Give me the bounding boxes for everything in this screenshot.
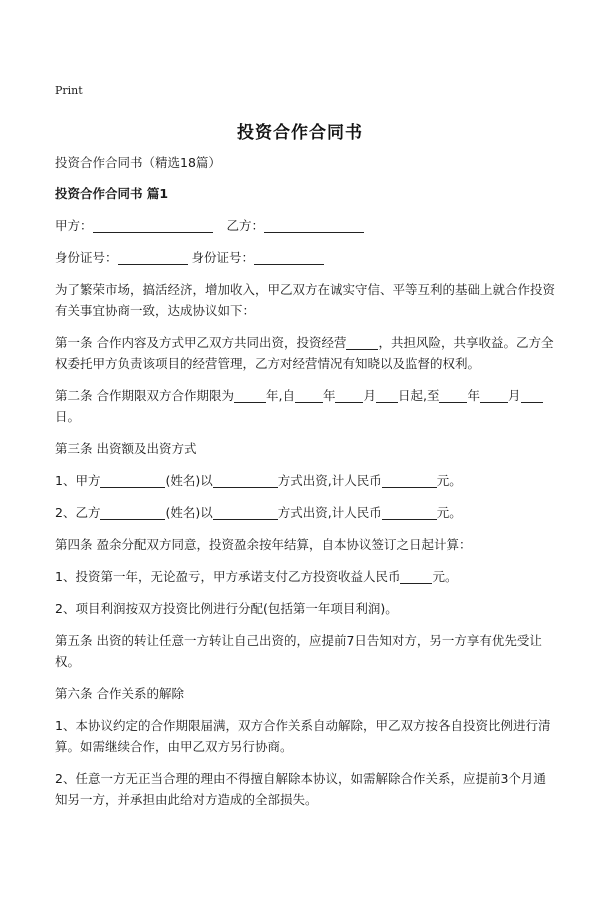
- first-year-return-blank: [400, 569, 432, 584]
- print-label: Print: [55, 84, 83, 97]
- id-b-blank: [254, 250, 324, 265]
- investor-a-label: 1、甲方: [55, 473, 101, 488]
- article-4-item-1-unit: 元。: [432, 569, 458, 584]
- article-2-text: 第二条 合作期限双方合作期限为: [55, 388, 234, 403]
- section-heading: 投资合作合同书 篇1: [55, 186, 169, 201]
- article-6-title: 第六条 合作关系的解除: [55, 686, 184, 701]
- article-2-from-label: 日起,至: [398, 388, 440, 403]
- article-5: 第五条 出资的转让任意一方转让自己出资的，应提前7日告知对方，另一方享有优先受让权。: [55, 633, 542, 669]
- end-year-blank: [439, 388, 467, 403]
- article-1: [55, 332, 555, 374]
- article-2: [55, 385, 555, 427]
- party-a-label: 甲方：: [55, 218, 93, 233]
- article-6-item-1: 1、本协议约定的合作期限届满，双方合作关系自动解除，甲乙双方按各自投资比例进行清算。如需继续合作，由甲乙双方另行协商。: [55, 718, 551, 754]
- id-a-label: 身份证号：: [55, 250, 118, 265]
- party-b-label: 乙方：: [226, 218, 265, 233]
- investment-line-a: [55, 470, 555, 491]
- id-b-label: 身份证号：: [191, 250, 255, 265]
- start-day-blank: [376, 388, 398, 403]
- article-2-month-label: 月: [363, 388, 376, 403]
- article-2-year3-label: 年: [467, 388, 480, 403]
- document-body: [55, 152, 555, 821]
- article-4-item-1: [55, 566, 555, 587]
- investor-b-unit: 元。: [436, 505, 462, 520]
- end-day-blank: [521, 388, 543, 403]
- article-1-text-post: ，共担风险，共享收益。乙方全权委托甲方负责该项目的经营管理，乙方对经营情况有知晓以及监督的权利。: [55, 335, 554, 371]
- investor-a-method-label: 方式出资,计人民币: [277, 473, 382, 488]
- id-a-blank: [118, 250, 188, 265]
- article-6-item-2: 2、任意一方无正当合理的理由不得擅自解除本协议，如需解除合作关系，应提前3个月通知另一方，并承担由此给对方造成的全部损失。: [55, 771, 546, 807]
- investor-b-label: 2、乙方: [55, 505, 101, 520]
- intro-paragraph: 为了繁荣市场，搞活经济，增加收入，甲乙双方在诚实守信、平等互利的基础上就合作投资有关事宜协商一致，达成协议如下：: [55, 282, 556, 318]
- article-4: 第四条 盈余分配双方同意，投资盈余按年结算，自本协议签订之日起计算：: [55, 537, 472, 552]
- investor-b-amount-blank: [382, 505, 437, 520]
- id-line: [55, 247, 555, 268]
- party-b-blank: [264, 218, 364, 233]
- article-4-item-2: 2、项目利润按双方投资比例进行分配(包括第一年项目利润)。: [55, 601, 398, 616]
- party-a-blank: [93, 218, 213, 233]
- article-3-title: 第三条 出资额及出资方式: [55, 441, 197, 456]
- investor-a-unit: 元。: [436, 473, 462, 488]
- party-line: [55, 215, 555, 236]
- article-2-year2-label: 年: [322, 388, 336, 403]
- investor-b-name-blank: [100, 505, 165, 520]
- investor-b-method-blank: [213, 505, 278, 520]
- investment-line-b: [55, 502, 555, 523]
- article-1-text-pre: 第一条 合作内容及方式甲乙双方共同出资，投资经营: [55, 335, 347, 350]
- document-subtitle: 投资合作合同书（精选18篇）: [55, 155, 221, 170]
- article-2-day-end: 日。: [55, 409, 81, 424]
- article-2-month2-label: 月: [508, 388, 521, 403]
- page-title: 投资合作合同书: [237, 123, 363, 143]
- article-1-blank: [346, 335, 378, 350]
- investor-a-method-blank: [213, 473, 278, 488]
- start-year-blank: [295, 388, 323, 403]
- investor-a-amount-blank: [382, 473, 437, 488]
- investor-b-method-label: 方式出资,计人民币: [277, 505, 382, 520]
- investor-a-name-label: (姓名)以: [165, 473, 213, 488]
- term-years-blank: [234, 388, 266, 403]
- investor-b-name-label: (姓名)以: [165, 505, 213, 520]
- article-4-item-1-text: 1、投资第一年，无论盈亏，甲方承诺支付乙方投资收益人民币: [55, 569, 401, 584]
- article-2-year-label: 年,自: [265, 388, 295, 403]
- investor-a-name-blank: [100, 473, 165, 488]
- start-month-blank: [335, 388, 363, 403]
- end-month-blank: [480, 388, 508, 403]
